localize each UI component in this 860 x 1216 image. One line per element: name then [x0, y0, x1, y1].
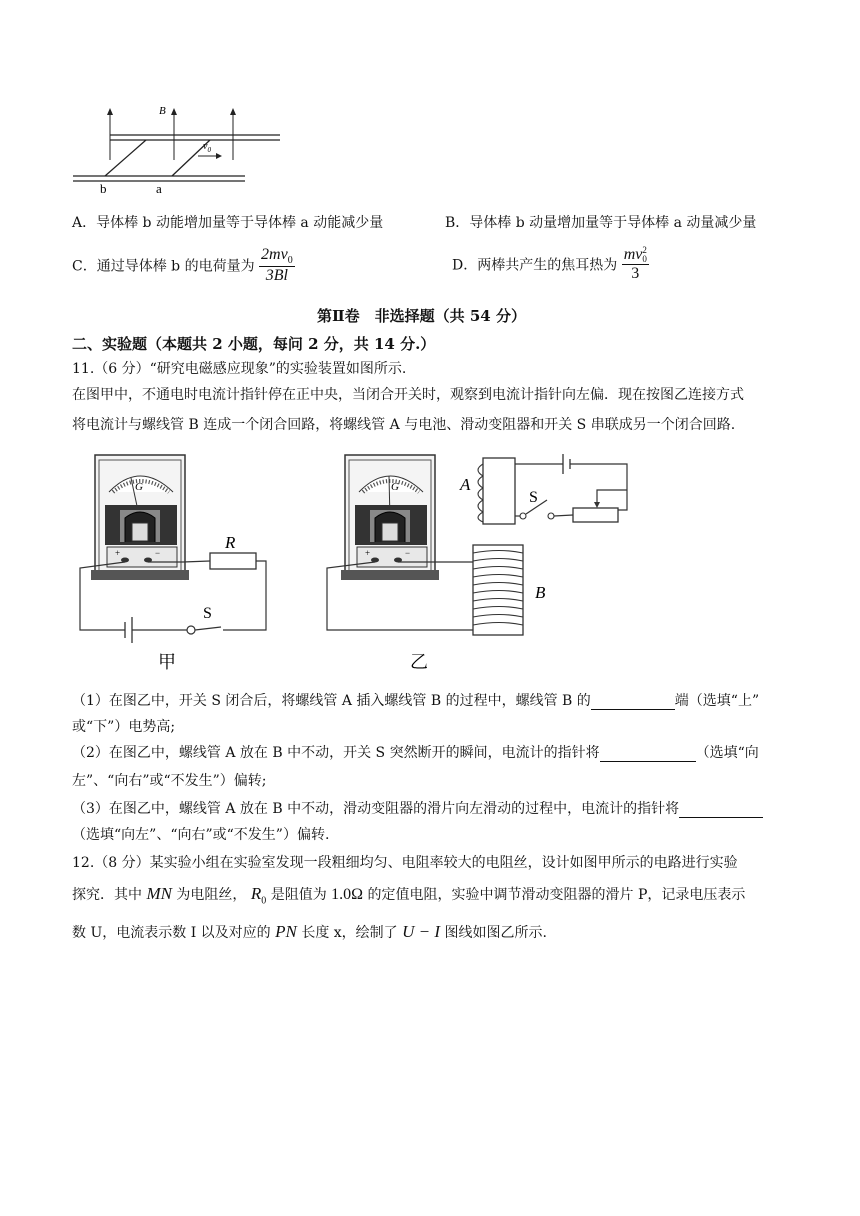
svg-text:v0 [203, 141, 211, 154]
galvanometer-g-label-yi: G [391, 481, 399, 493]
q10-option-a: A．导体棒 b 动能增加量等于导体棒 a 动能减少量 [72, 215, 384, 231]
q11-sub2: （2）在图乙中，螺线管 A 放在 B 中不动，开关 S 突然断开的瞬间，电流计的指针将 （选填“向 [72, 745, 759, 761]
q10-option-c-fraction: $\frac{2mv_0}{3Bl}$ [261, 246, 293, 285]
q10-option-c-text: C．通过导体棒 b 的电荷量为 [72, 258, 255, 275]
label-v0-sub: 0 [207, 146, 211, 154]
rails-figure [70, 100, 290, 195]
figure-yi-caption: 乙 [410, 652, 428, 672]
svg-text:−: − [405, 548, 411, 558]
b-field-arrows [107, 108, 236, 160]
label-B-field: B [159, 105, 166, 117]
q10-option-d-text: D．两棒共产生的焦耳热为 [452, 257, 618, 274]
answer-blank-3[interactable] [679, 801, 763, 818]
answer-blank-1[interactable] [591, 693, 675, 710]
switch-s-label-jia: S [203, 605, 212, 622]
section-title: 第Ⅱ卷 非选择题（共 54 分） [317, 307, 526, 325]
q11-sub2-cont: 左”、“向右”或“不发生”）偏转; [72, 773, 267, 789]
q12-line3: 数 U，电流表示数 I 以及对应的 PN 长度 x，绘制了 U − I 图线如图乙所示. [72, 922, 547, 941]
label-bar-b: b [100, 181, 107, 195]
q11-intro: 11.（6 分）“研究电磁感应现象”的实验装置如图所示. [72, 361, 407, 377]
svg-text:+: + [115, 548, 121, 558]
svg-text:−: − [155, 548, 161, 558]
q11-sub1: （1）在图乙中，开关 S 闭合后，将螺线管 A 插入螺线管 B 的过程中，螺线管 B 的 端（选填“上” [72, 693, 760, 709]
q11-sub1-cont: 或“下”）电势高; [72, 719, 176, 735]
galvanometer-g-label: G [135, 481, 143, 493]
q10-option-d-fraction: mv 2 0 3 [623, 245, 647, 283]
q11-line2: 将电流计与螺线管 B 连成一个闭合回路，将螺线管 A 与电池、滑动变阻器和开关 S 串联成另一个闭合回路. [72, 417, 736, 433]
label-bar-a: a [156, 181, 162, 195]
coil-b-label: B [535, 583, 546, 602]
figure-jia [75, 450, 275, 675]
svg-text:+: + [365, 548, 371, 558]
q10-option-d [452, 246, 649, 283]
switch-s-label-yi: S [529, 489, 538, 506]
q12-line1: 12.（8 分）某实验小组在实验室发现一段粗细均匀、电阻率较大的电阻丝，设计如图甲所示的电路进行实验 [72, 855, 738, 871]
q10-option-c [72, 246, 295, 285]
part-title: 二、实验题（本题共 2 小题，每问 2 分，共 14 分.） [72, 335, 436, 353]
label-v0: v [203, 141, 208, 152]
resistor-r-label: R [225, 533, 236, 552]
q10-option-b: B．导体棒 b 动量增加量等于导体棒 a 动量减少量 [445, 215, 757, 231]
q11-sub3-cont: （选填“向左”、“向右”或“不发生”）偏转. [72, 827, 330, 843]
figure-jia-caption: 甲 [158, 652, 176, 672]
coil-a-label: A [460, 475, 471, 494]
answer-blank-2[interactable] [600, 745, 696, 762]
figure-yi [325, 450, 645, 675]
q11-sub3: （3）在图乙中，螺线管 A 放在 B 中不动，滑动变阻器的滑片向左滑动的过程中，电流计的指针将 [72, 798, 763, 818]
q12-line2: 探究．其中 MN 为电阻丝， $R_0$ 是阻值为 1.0Ω 的定值电阻，实验中调节滑动变阻器的滑片 P，记录电压表示 [72, 884, 746, 907]
q11-line1: 在图甲中，不通电时电流计指针停在正中央，当闭合开关时，观察到电流计指针向左偏．现在按图乙连接方式 [72, 387, 744, 403]
